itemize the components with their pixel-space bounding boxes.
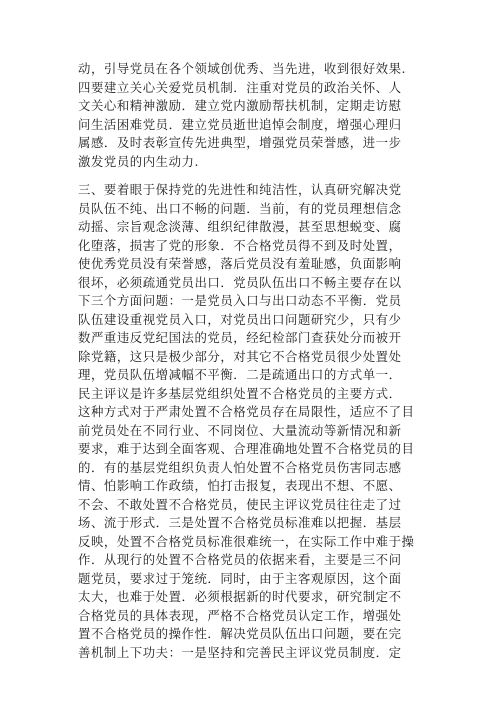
text-line: 数严重违反党纪国法的党员，经纪检部门查获处分而被开 bbox=[78, 330, 402, 345]
text-line: 善机制上下功夫：一是坚持和完善民主评议党员制度．定 bbox=[78, 644, 402, 660]
text-line: 员队伍不纯、出口不畅的问题．当前，有的党员理想信念 bbox=[78, 200, 402, 216]
text-line: 很坏，必须疏通党员出口．党员队伍出口不畅主要存在以 bbox=[78, 274, 402, 290]
text-line: 题党员，要求过于笼统．同时，由于主客观原因，这个面 bbox=[78, 570, 402, 586]
text-line: 三、要着眼于保持党的先进性和纯洁性，认真研究解决党 bbox=[78, 182, 402, 197]
text-line: 除党籍，这只是极少部分，对其它不合格党员很少处置处 bbox=[78, 348, 402, 364]
text-line: 场、流于形式．三是处置不合格党员标准难以把握．基层 bbox=[78, 515, 402, 530]
text-line: 要求，难于达到全面客观、合理准确地处置不合格党员的目 bbox=[78, 441, 415, 456]
text-line: 下三个方面问题：一是党员入口与出口动态不平衡．党员 bbox=[78, 293, 402, 308]
paragraph-party-member-care bbox=[78, 60, 418, 171]
paragraph-party-member-exit bbox=[78, 181, 418, 662]
text-line: 这种方式对于严肃处置不合格党员存在局限性，适应不了目 bbox=[78, 404, 415, 419]
text-line: 太大，也难于处置．必须根据新的时代要求，研究制定不 bbox=[78, 589, 402, 604]
text-line: 使优秀党员没有荣誉感，落后党员没有羞耻感，负面影响 bbox=[78, 256, 402, 271]
text-line: 作．从现行的处置不合格党员的依据来看，主要是三不问 bbox=[78, 552, 402, 567]
text-line: 情、怕影响工作政绩，怕打击报复，表现出不想、不愿、 bbox=[78, 478, 402, 493]
text-line: 属感．及时表彰宣传先进典型，增强党员荣誉感，进一步 bbox=[78, 135, 402, 150]
text-line: 动，引导党员在各个领域创优秀、当先进，收到很好效果. bbox=[78, 61, 407, 76]
text-line: 文关心和精神激励．建立党内激励帮扶机制，定期走访慰 bbox=[78, 98, 402, 113]
text-line: 置不合格党员的操作性．解决党员队伍出口问题，要在完 bbox=[78, 626, 402, 641]
text-line: 四要建立关心关爱党员机制．注重对党员的政治关怀、人 bbox=[78, 79, 402, 95]
text-line: 动摇、宗旨观念淡薄、组织纪律散漫，甚至思想蜕变、腐 bbox=[78, 219, 402, 234]
text-line: 不会、不敢处置不合格党员，使民主评议党员往往走了过 bbox=[78, 496, 402, 512]
text-line: 的．有的基层党组织负责人怕处置不合格党员伤害同志感 bbox=[78, 459, 402, 475]
text-line: 激发党员的内生动力. bbox=[78, 153, 199, 169]
text-line: 队伍建设重视党员入口，对党员出口问题研究少，只有少 bbox=[78, 311, 402, 327]
text-line: 前党员处在不同行业、不同岗位、大量流动等新情况和新 bbox=[78, 422, 402, 438]
text-line: 合格党员的具体表现，严格不合格党员认定工作，增强处 bbox=[78, 607, 402, 623]
text-line: 问生活困难党员．建立党员逝世追悼会制度，增强心理归 bbox=[78, 116, 402, 132]
text-line: 反映，处置不合格党员标准很难统一，在实际工作中难于操 bbox=[78, 533, 415, 549]
text-line: 民主评议是许多基层党组织处置不合格党员的主要方式． bbox=[78, 385, 402, 401]
text-line: 化堕落，损害了党的形象．不合格党员得不到及时处置， bbox=[78, 237, 402, 253]
text-line: 理，党员队伍增减幅不平衡．二是疏通出口的方式单一． bbox=[78, 367, 402, 382]
